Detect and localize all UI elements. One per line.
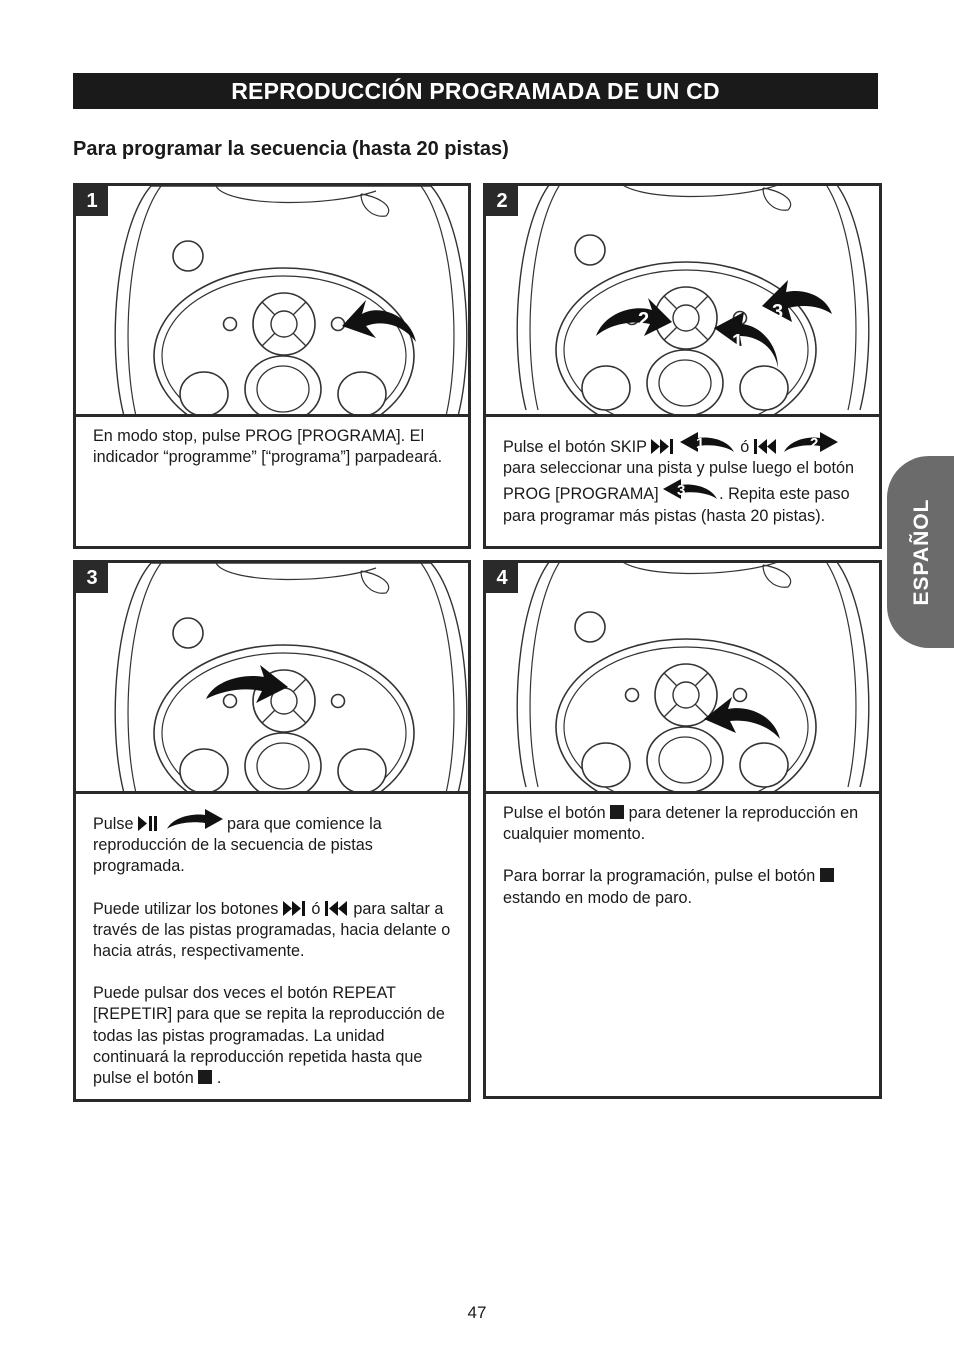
step-text: . Repita este paso para programar más pistas (hasta 20 pistas).: [503, 485, 850, 525]
svg-text:2: 2: [810, 435, 819, 452]
skip-back-icon: [754, 439, 778, 454]
step-text: para que comience la reproducción de la secuencia de pistas programada.: [93, 815, 382, 876]
step-text: ó: [311, 899, 321, 918]
step-paragraph: [503, 803, 867, 845]
step-number: 1: [76, 186, 108, 216]
step-description: [93, 809, 456, 1110]
language-tab: [887, 456, 954, 648]
page-title: REPRODUCCIÓN PROGRAMADA DE UN CD: [73, 73, 878, 109]
step-text: para detener la reproducción en cualquier momento.: [503, 804, 859, 844]
callout-3: 3: [772, 301, 784, 323]
step-paragraph: [503, 866, 867, 908]
step-text: Puede utilizar los botones: [93, 899, 279, 918]
step-text: Para borrar la programación, pulse el botón: [503, 867, 816, 886]
play-pause-icon: [138, 816, 160, 831]
step-text: estando en modo de paro.: [503, 888, 692, 907]
step-paragraph: [93, 983, 456, 1089]
step-description: [503, 432, 867, 527]
step-text: Pulse el botón: [503, 804, 606, 822]
skip-forward-icon: [651, 439, 675, 454]
step-number: 3: [76, 563, 108, 593]
step-panel-4: [483, 560, 882, 1099]
step-description: [93, 426, 456, 489]
step-number: 4: [486, 563, 518, 593]
step-number: 2: [486, 186, 518, 216]
language-tab-label: ESPAÑOL: [910, 498, 933, 606]
svg-text:1: 1: [695, 435, 705, 452]
step-panel-2: [483, 183, 882, 549]
step-description: [503, 803, 867, 930]
page-number: 47: [467, 1303, 487, 1322]
callout-2: 2: [638, 309, 650, 331]
step-paragraph: [93, 809, 456, 878]
callout-arrow-3-icon: [663, 479, 719, 501]
remote-illustration: [486, 186, 879, 417]
step-text: .: [216, 1069, 222, 1088]
step-panel-1: [73, 183, 471, 549]
skip-forward-icon: [283, 901, 307, 916]
remote-illustration: [486, 563, 879, 794]
step-text: Pulse: [93, 815, 134, 833]
step-text: para saltar a través de las pistas programadas, hacia delante o hacia atrás, respectivamente.: [93, 899, 451, 961]
skip-back-icon: [325, 901, 349, 916]
callout-arrow-1-icon: [680, 432, 736, 454]
step-text: para seleccionar una pista y pulse luego el botón PROG [PROGRAMA]: [503, 459, 854, 504]
stop-icon: [820, 868, 834, 882]
step-panel-3: [73, 560, 471, 1102]
curved-arrow-icon: [165, 809, 223, 831]
remote-illustration: [76, 563, 468, 794]
remote-illustration: [76, 186, 468, 417]
step-text: En modo stop, pulse PROG [PROGRAMA]. El indicador “programme” [“programa”] parpadeará.: [93, 427, 443, 467]
step-paragraph: [93, 899, 456, 963]
step-text: Puede pulsar dos veces el botón REPEAT [REPETIR] para que se repita la reproducción de todas las pistas programadas. La unidad continuará la reproducción repetida hasta que pulse el botón: [93, 984, 445, 1088]
callout-1: 1: [732, 331, 744, 353]
callout-arrow-2-icon: [782, 432, 838, 454]
stop-icon: [198, 1070, 212, 1084]
section-subtitle: Para programar la secuencia (hasta 20 pistas): [73, 138, 509, 160]
svg-text:3: 3: [677, 482, 686, 500]
step-text: Pulse el botón SKIP: [503, 438, 647, 456]
step-text: ó: [740, 438, 750, 456]
stop-icon: [610, 805, 624, 819]
